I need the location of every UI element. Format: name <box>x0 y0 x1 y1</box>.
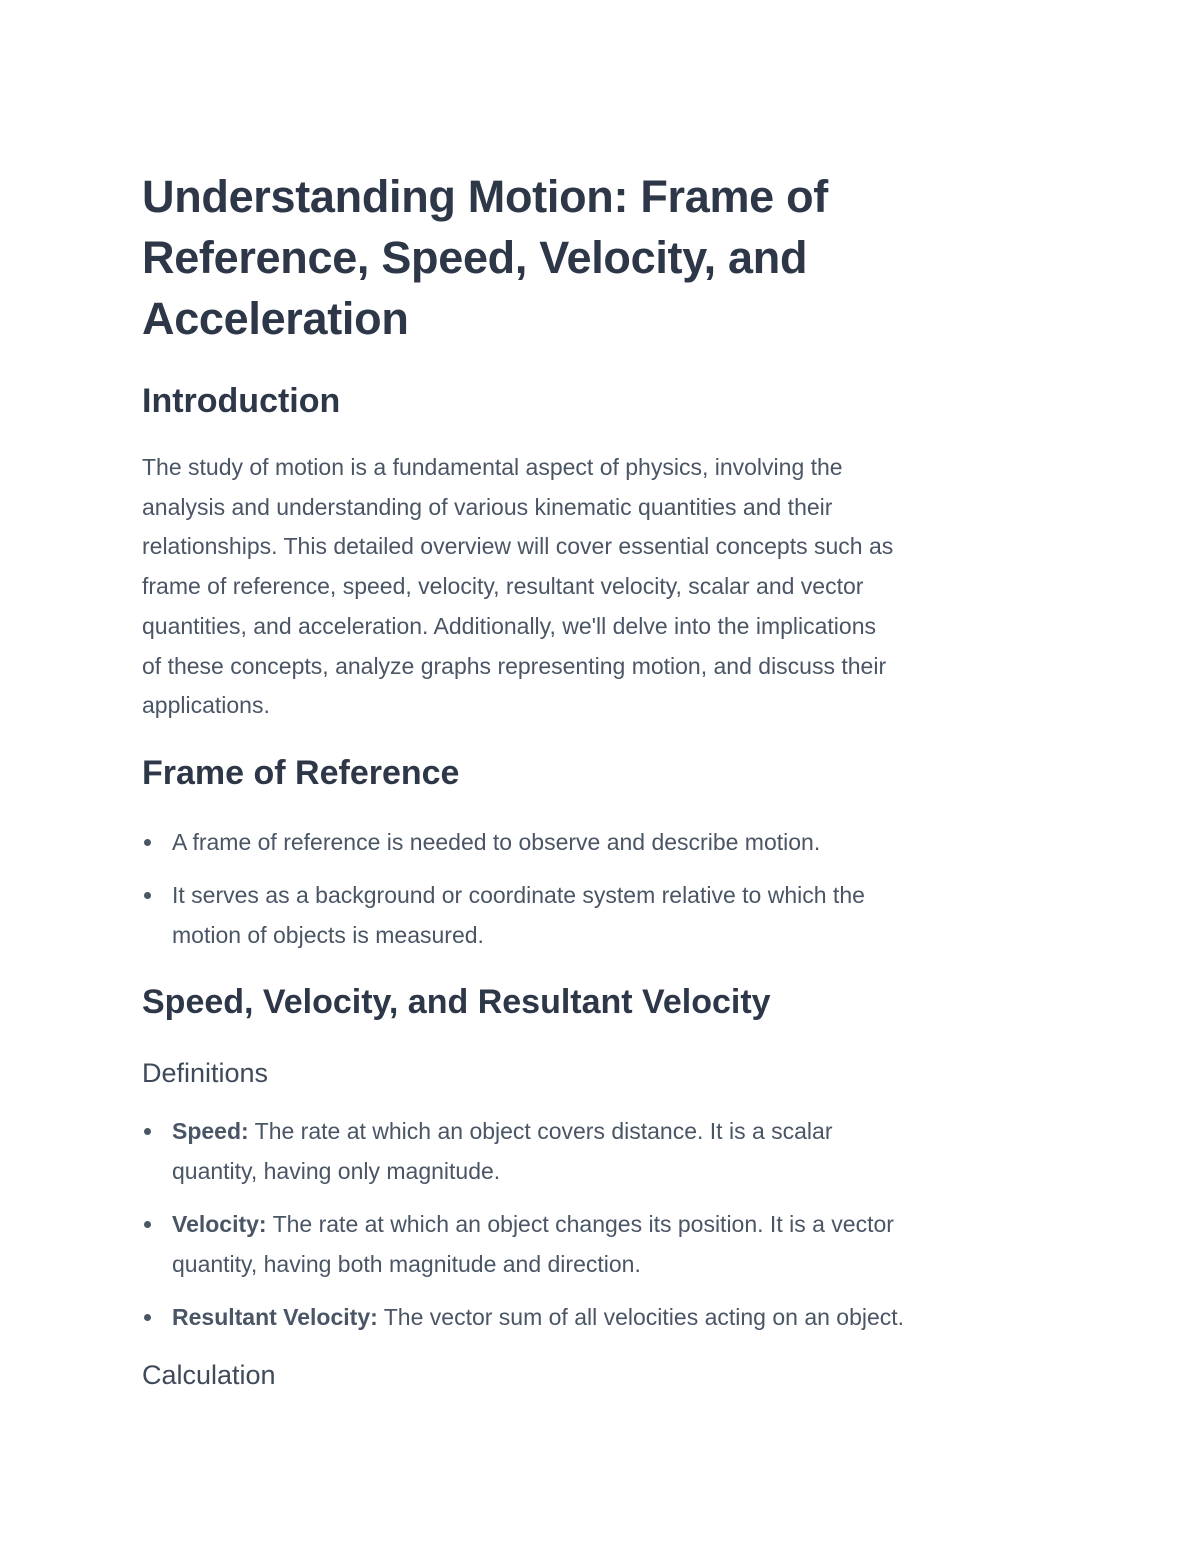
introduction-heading: Introduction <box>142 382 341 420</box>
title-line: Reference, Speed, Velocity, and <box>142 232 808 283</box>
list-item <box>142 1111 904 1191</box>
list-item <box>142 1297 904 1337</box>
list-item <box>142 875 865 955</box>
paragraph-line: analysis and understanding of various kinematic quantities and their <box>142 493 833 520</box>
term-velocity: Velocity: <box>172 1211 267 1237</box>
title-line: Acceleration <box>142 293 409 344</box>
definitions-heading: Definitions <box>142 1058 269 1088</box>
document-title <box>142 166 828 349</box>
frame-of-reference-list <box>142 822 865 968</box>
speed-velocity-heading: Speed, Velocity, and Resultant Velocity <box>142 983 771 1021</box>
paragraph-line: The study of motion is a fundamental aspect of physics, involving the <box>142 454 843 480</box>
list-item-text: motion of objects is measured. <box>172 922 484 948</box>
definitions-list <box>142 1111 904 1350</box>
introduction-paragraph <box>142 448 893 726</box>
paragraph-line: relationships. This detailed overview will cover essential concepts such as <box>142 533 894 560</box>
list-item <box>142 1204 904 1284</box>
paragraph-line: frame of reference, speed, velocity, resultant velocity, scalar and vector <box>142 573 864 600</box>
title-line: Understanding Motion: Frame of <box>142 171 828 222</box>
definition-text: The rate at which an object covers distance. It is a scalar <box>248 1118 833 1144</box>
paragraph-line: quantities, and acceleration. Additionally, we'll delve into the implications <box>142 612 877 639</box>
paragraph-line: applications. <box>142 692 270 719</box>
definition-text: quantity, having both magnitude and direction. <box>172 1251 641 1277</box>
list-item-text: It serves as a background or coordinate system relative to which the <box>172 882 865 908</box>
calculation-heading: Calculation <box>142 1360 276 1390</box>
definition-text: The vector sum of all velocities acting on an object. <box>377 1304 905 1330</box>
term-resultant-velocity: Resultant Velocity: <box>172 1304 378 1330</box>
list-item-text: A frame of reference is needed to observe and describe motion. <box>172 829 821 855</box>
definition-text: The rate at which an object changes its position. It is a vector <box>266 1211 894 1237</box>
definition-text: quantity, having only magnitude. <box>172 1158 501 1184</box>
list-item <box>142 822 865 862</box>
paragraph-line: of these concepts, analyze graphs representing motion, and discuss their <box>142 652 887 679</box>
term-speed: Speed: <box>172 1118 249 1144</box>
frame-of-reference-heading: Frame of Reference <box>142 754 460 792</box>
